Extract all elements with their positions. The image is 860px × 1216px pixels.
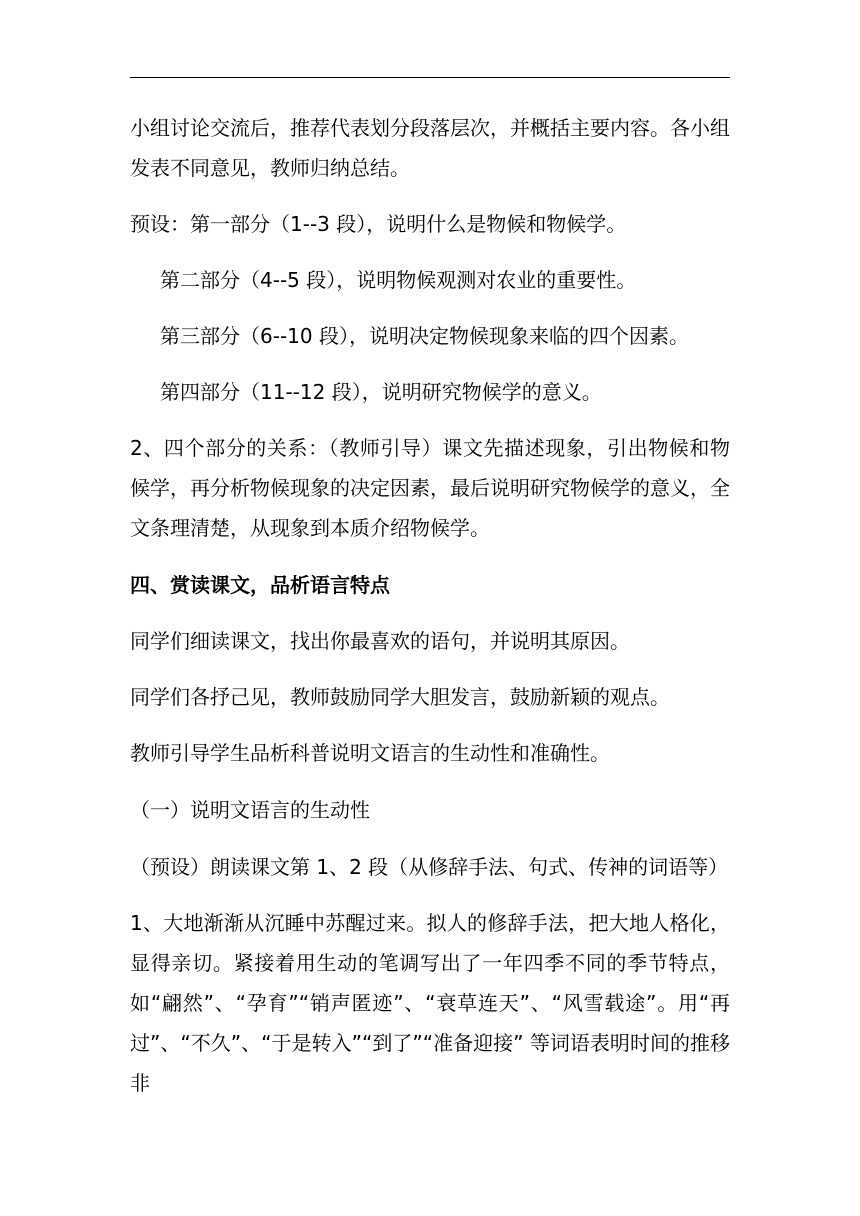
subsection-heading-vividness: （一）说明文语言的生动性 <box>130 798 370 822</box>
paragraph-example-one: 1、大地渐渐从沉睡中苏醒过来。拟人的修辞手法，把大地人格化，显得亲切。紧接着用生动的笔调写出了一年四季不同的季节特点，如“翩然”、“孕育”“销声匿迹”、“衰草连天”、“风雪载途”。用“再过”、“不久”、“于是转入”“到了”“准备迎接” 等词语表明时间的推移非 <box>130 911 730 1095</box>
paragraph-teacher-guide: 教师引导学生品析科普说明文语言的生动性和准确性。 <box>130 741 610 765</box>
paragraph-part-three: 第三部分（6--10 段），说明决定物候现象来临的四个因素。 <box>160 324 689 348</box>
paragraph-read-carefully: 同学们细读课文，找出你最喜欢的语句，并说明其原因。 <box>130 629 630 653</box>
paragraph-part-two: 第二部分（4--5 段），说明物候观测对农业的重要性。 <box>160 268 637 292</box>
document-body <box>130 108 730 1103</box>
paragraph-preset-part-one: 预设：第一部分（1--3 段），说明什么是物候和物候学。 <box>130 212 627 236</box>
section-heading-four: 四、赏读课文，品析语言特点 <box>130 573 390 597</box>
paragraph-group-discussion: 小组讨论交流后，推荐代表划分段落层次，并概括主要内容。各小组发表不同意见，教师归纳总结。 <box>130 116 730 180</box>
paragraph-preset-reading: （预设）朗读课文第 1、2 段（从修辞手法、句式、传神的词语等） <box>130 855 729 879</box>
paragraph-relationship: 2、四个部分的关系：（教师引导）课文先描述现象，引出物候和物候学，再分析物候现象的决定因素，最后说明研究物候学的意义，全文条理清楚，从现象到本质介绍物候学。 <box>130 436 730 540</box>
paragraph-share-views: 同学们各抒己见，教师鼓励同学大胆发言，鼓励新颖的观点。 <box>130 685 670 709</box>
header-rule <box>130 77 730 78</box>
paragraph-part-four: 第四部分（11--12 段），说明研究物候学的意义。 <box>160 380 602 404</box>
